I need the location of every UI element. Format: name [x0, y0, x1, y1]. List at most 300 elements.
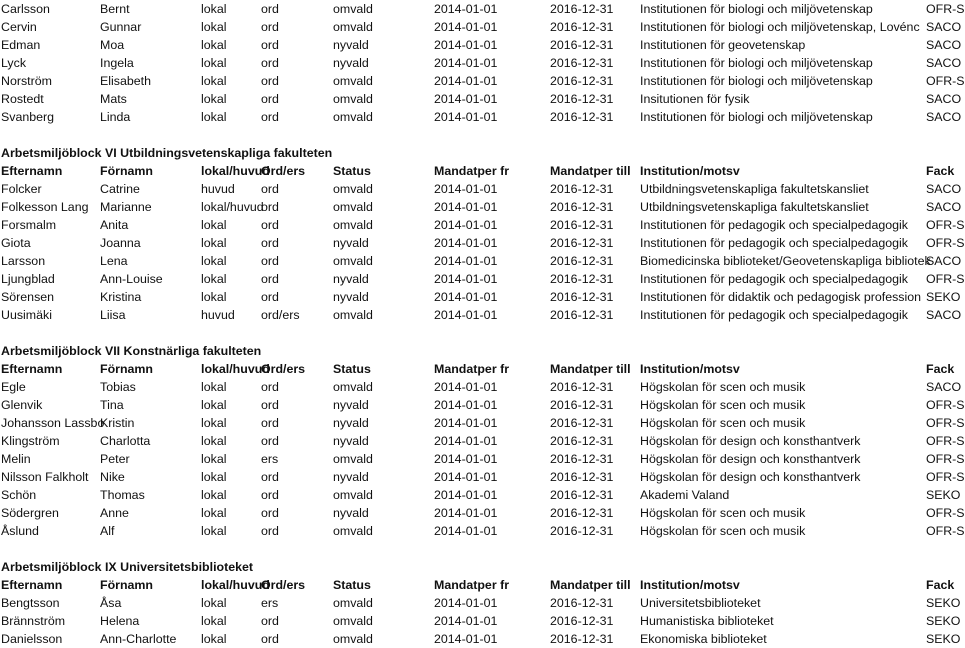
table-cell: ord — [261, 38, 279, 52]
table-cell: 2014-01-01 — [434, 416, 498, 430]
table-cell: Institutionen för biologi och miljövetenskap, Lovénc — [640, 20, 920, 34]
column-header: Status — [333, 164, 371, 178]
table-cell: Joanna — [100, 236, 141, 250]
table-cell: lokal — [201, 452, 227, 466]
table-cell: 2014-01-01 — [434, 254, 498, 268]
table-cell: nyvald — [333, 434, 369, 448]
table-cell: Biomedicinska biblioteket/Geovetenskapliga bibliotek — [640, 254, 931, 268]
table-cell: Norström — [1, 74, 52, 88]
column-header: Förnamn — [100, 362, 154, 376]
table-cell: OFR-S — [926, 506, 965, 520]
table-cell: 2014-01-01 — [434, 632, 498, 646]
table-cell: omvald — [333, 92, 373, 106]
table-cell: Universitetsbiblioteket — [640, 596, 761, 610]
table-cell: 2014-01-01 — [434, 488, 498, 502]
table-row — [0, 54, 960, 72]
table-cell: omvald — [333, 254, 373, 268]
table-cell: nyvald — [333, 416, 369, 430]
table-cell: nyvald — [333, 272, 369, 286]
table-cell: ord — [261, 506, 279, 520]
table-cell: SACO — [926, 110, 962, 124]
table-cell: omvald — [333, 74, 373, 88]
table-row — [0, 612, 960, 630]
column-header: Efternamn — [1, 578, 63, 592]
table-cell: nyvald — [333, 236, 369, 250]
column-header: Mandatper till — [550, 362, 631, 376]
table-cell: 2014-01-01 — [434, 38, 498, 52]
table-cell: ord — [261, 290, 279, 304]
table-cell: huvud — [201, 182, 235, 196]
column-header-row — [0, 576, 960, 594]
table-cell: Akademi Valand — [640, 488, 730, 502]
table-cell: Larsson — [1, 254, 46, 268]
table-cell: lokal — [201, 524, 227, 538]
table-cell: 2014-01-01 — [434, 398, 498, 412]
table-cell: ord — [261, 56, 279, 70]
table-cell: ord — [261, 74, 279, 88]
table-cell: Högskolan för scen och musik — [640, 398, 806, 412]
table-cell: Rostedt — [1, 92, 44, 106]
table-cell: Ljungblad — [1, 272, 55, 286]
column-header: Mandatper fr — [434, 578, 510, 592]
column-header: Institution/motsv — [640, 362, 740, 376]
table-cell: 2016-12-31 — [550, 218, 614, 232]
table-row — [0, 288, 960, 306]
table-row — [0, 504, 965, 522]
blank-row — [0, 126, 960, 144]
table-cell: 2016-12-31 — [550, 254, 614, 268]
table-row — [0, 108, 960, 126]
table-cell: Alf — [100, 524, 115, 538]
table-cell: Glenvik — [1, 398, 43, 412]
table-cell: SACO — [926, 56, 962, 70]
table-cell: lokal — [201, 56, 227, 70]
table-cell: SACO — [926, 254, 962, 268]
table-cell: ers — [261, 452, 279, 466]
table-cell: Institutionen för biologi och miljövetenskap — [640, 56, 873, 70]
table-cell: 2016-12-31 — [550, 38, 614, 52]
table-cell: omvald — [333, 2, 373, 16]
table-cell: Helena — [100, 614, 140, 628]
column-header: Status — [333, 578, 371, 592]
table-cell: lokal — [201, 506, 227, 520]
table-cell: 2016-12-31 — [550, 524, 614, 538]
table-cell: Bengtsson — [1, 596, 60, 610]
table-cell: SACO — [926, 20, 962, 34]
blank-row — [0, 540, 960, 558]
table-row — [0, 72, 965, 90]
table-cell: lokal — [201, 272, 227, 286]
table-cell: OFR-S — [926, 524, 965, 538]
table-cell: omvald — [333, 200, 373, 214]
table-cell: 2016-12-31 — [550, 290, 614, 304]
table-row — [0, 522, 965, 540]
table-cell: lokal — [201, 398, 227, 412]
table-cell: omvald — [333, 452, 373, 466]
table-cell: ord — [261, 182, 279, 196]
table-cell: 2014-01-01 — [434, 272, 498, 286]
table-row — [0, 198, 960, 216]
table-cell: Tobias — [100, 380, 136, 394]
table-row — [0, 450, 965, 468]
table-cell: Cervin — [1, 20, 37, 34]
table-cell: 2016-12-31 — [550, 92, 614, 106]
column-header: Institution/motsv — [640, 164, 740, 178]
table-cell: ord — [261, 272, 279, 286]
table-cell: lokal — [201, 92, 227, 106]
section-title-row — [0, 144, 960, 162]
table-cell: lokal — [201, 416, 227, 430]
table-cell: SACO — [926, 92, 962, 106]
table-cell: SACO — [926, 200, 962, 214]
table-cell: Institutionen för biologi och miljövetenskap — [640, 110, 873, 124]
table-cell: Danielsson — [1, 632, 63, 646]
table-cell: omvald — [333, 20, 373, 34]
table-cell: Johansson Lassbo — [1, 416, 105, 430]
table-cell: Sörensen — [1, 290, 55, 304]
table-row — [0, 468, 965, 486]
table-cell: Institutionen för pedagogik och specialpedagogik — [640, 308, 908, 322]
table-cell: Gunnar — [100, 20, 142, 34]
table-cell: omvald — [333, 524, 373, 538]
table-cell: 2016-12-31 — [550, 56, 614, 70]
table-cell: lokal — [201, 596, 227, 610]
column-header: Institution/motsv — [640, 578, 740, 592]
table-cell: lokal — [201, 218, 227, 232]
table-row — [0, 432, 965, 450]
table-row — [0, 90, 960, 108]
table-cell: lokal — [201, 38, 227, 52]
table-cell: Institutionen för biologi och miljövetenskap — [640, 74, 873, 88]
table-cell: Linda — [100, 110, 131, 124]
table-cell: ord — [261, 110, 279, 124]
table-cell: Giota — [1, 236, 31, 250]
table-cell: nyvald — [333, 506, 369, 520]
table-cell: omvald — [333, 614, 373, 628]
table-cell: Nike — [100, 470, 125, 484]
column-header: Efternamn — [1, 362, 63, 376]
table-cell: 2016-12-31 — [550, 506, 614, 520]
table-cell: OFR-S — [926, 236, 965, 250]
table-cell: Thomas — [100, 488, 145, 502]
table-cell: 2014-01-01 — [434, 74, 498, 88]
table-cell: 2014-01-01 — [434, 470, 498, 484]
table-cell: Insitutionen för fysik — [640, 92, 750, 106]
table-cell: 2014-01-01 — [434, 218, 498, 232]
table-cell: 2014-01-01 — [434, 506, 498, 520]
table-cell: nyvald — [333, 56, 369, 70]
table-cell: 2016-12-31 — [550, 614, 614, 628]
table-cell: ord — [261, 20, 279, 34]
table-cell: ord — [261, 416, 279, 430]
table-cell: Institutionen för biologi och miljövetenskap — [640, 2, 873, 16]
table-cell: SACO — [926, 38, 962, 52]
table-row — [0, 630, 960, 648]
table-cell: Anne — [100, 506, 129, 520]
section-title: Arbetsmiljöblock VI Utbildningsvetenskapliga fakulteten — [1, 146, 333, 160]
table-cell: Klingström — [1, 434, 60, 448]
table-cell: Ekonomiska biblioteket — [640, 632, 767, 646]
table-cell: nyvald — [333, 38, 369, 52]
table-row — [0, 0, 965, 18]
table-cell: 2016-12-31 — [550, 236, 614, 250]
table-cell: Folcker — [1, 182, 42, 196]
table-cell: 2014-01-01 — [434, 200, 498, 214]
table-cell: 2014-01-01 — [434, 596, 498, 610]
table-cell: lokal — [201, 470, 227, 484]
table-cell: 2016-12-31 — [550, 632, 614, 646]
column-header: Efternamn — [1, 164, 63, 178]
table-cell: lokal/huvud — [201, 200, 264, 214]
table-cell: ord — [261, 488, 279, 502]
column-header-row — [0, 360, 960, 378]
table-row — [0, 234, 965, 252]
table-cell: Utbildningsvetenskapliga fakultetskansliet — [640, 182, 869, 196]
table-row — [0, 36, 960, 54]
column-header: lokal/huvud — [201, 578, 270, 592]
column-header: Fack — [926, 578, 955, 592]
table-cell: Högskolan för design och konsthantverk — [640, 452, 861, 466]
table-cell: OFR-S — [926, 434, 965, 448]
column-header: Ord/ers — [261, 164, 306, 178]
table-cell: nyvald — [333, 290, 369, 304]
column-header: Ord/ers — [261, 578, 306, 592]
table-cell: ord — [261, 632, 279, 646]
table-cell: huvud — [201, 308, 235, 322]
table-cell: SEKO — [926, 614, 961, 628]
table-cell: SEKO — [926, 488, 961, 502]
table-cell: 2014-01-01 — [434, 182, 498, 196]
column-header: Ord/ers — [261, 362, 306, 376]
table-cell: 2016-12-31 — [550, 398, 614, 412]
table-row — [0, 306, 960, 324]
table-cell: 2014-01-01 — [434, 2, 498, 16]
table-cell: Högskolan för scen och musik — [640, 416, 806, 430]
table-cell: ord — [261, 2, 279, 16]
table-cell: ord/ers — [261, 308, 300, 322]
table-cell: OFR-S — [926, 416, 965, 430]
table-cell: Högskolan för scen och musik — [640, 524, 806, 538]
table-cell: lokal — [201, 110, 227, 124]
table-cell: omvald — [333, 182, 373, 196]
table-cell: OFR-S — [926, 218, 965, 232]
table-cell: Högskolan för design och konsthantverk — [640, 470, 861, 484]
table-row — [0, 378, 960, 396]
table-cell: 2016-12-31 — [550, 74, 614, 88]
table-cell: 2014-01-01 — [434, 524, 498, 538]
table-cell: Marianne — [100, 200, 152, 214]
table-cell: lokal — [201, 236, 227, 250]
table-cell: Ann-Charlotte — [100, 632, 177, 646]
table-cell: Catrine — [100, 182, 140, 196]
table-cell: SEKO — [926, 290, 961, 304]
table-cell: OFR-S — [926, 272, 965, 286]
table-cell: Forsmalm — [1, 218, 57, 232]
column-header: Status — [333, 362, 371, 376]
table-cell: 2014-01-01 — [434, 380, 498, 394]
table-cell: Bernt — [100, 2, 130, 16]
table-cell: 2014-01-01 — [434, 434, 498, 448]
table-cell: OFR-S — [926, 452, 965, 466]
table-cell: Brännström — [1, 614, 66, 628]
table-cell: lokal — [201, 488, 227, 502]
table-cell: Ann-Louise — [100, 272, 163, 286]
table-cell: Institutionen för didaktik och pedagogisk profession — [640, 290, 922, 304]
table-cell: Svanberg — [1, 110, 55, 124]
table-cell: lokal — [201, 380, 227, 394]
table-cell: lokal — [201, 614, 227, 628]
table-cell: 2016-12-31 — [550, 272, 614, 286]
table-cell: omvald — [333, 380, 373, 394]
table-row — [0, 396, 965, 414]
table-cell: nyvald — [333, 470, 369, 484]
table-cell: Anita — [100, 218, 129, 232]
table-cell: 2016-12-31 — [550, 380, 614, 394]
table-cell: 2016-12-31 — [550, 488, 614, 502]
blank-row — [0, 324, 960, 342]
table-cell: 2016-12-31 — [550, 20, 614, 34]
table-cell: 2016-12-31 — [550, 2, 614, 16]
table-cell: Åslund — [1, 524, 39, 538]
table-cell: 2014-01-01 — [434, 290, 498, 304]
table-cell: nyvald — [333, 398, 369, 412]
column-header: Fack — [926, 164, 955, 178]
table-cell: Södergren — [1, 506, 59, 520]
table-cell: Carlsson — [1, 2, 50, 16]
table-cell: Schön — [1, 488, 37, 502]
table-cell: 2016-12-31 — [550, 596, 614, 610]
table-cell: 2016-12-31 — [550, 452, 614, 466]
table-cell: Högskolan för scen och musik — [640, 380, 806, 394]
table-cell: Edman — [1, 38, 41, 52]
table-cell: ord — [261, 470, 279, 484]
table-cell: Lena — [100, 254, 128, 268]
table-cell: ord — [261, 524, 279, 538]
table-cell: 2014-01-01 — [434, 56, 498, 70]
column-header: Förnamn — [100, 578, 154, 592]
table-row — [0, 486, 960, 504]
table-cell: Ingela — [100, 56, 134, 70]
table-cell: omvald — [333, 632, 373, 646]
section-title-row — [0, 558, 960, 576]
table-cell: OFR-S — [926, 470, 965, 484]
table-cell: 2016-12-31 — [550, 182, 614, 196]
table-cell: Uusimäki — [1, 308, 52, 322]
table-cell: 2014-01-01 — [434, 92, 498, 106]
column-header: Mandatper fr — [434, 362, 510, 376]
table-cell: Folkesson Lang — [1, 200, 89, 214]
table-cell: 2014-01-01 — [434, 614, 498, 628]
column-header: Fack — [926, 362, 955, 376]
section-title-row — [0, 342, 960, 360]
table-cell: Högskolan för scen och musik — [640, 506, 806, 520]
table-cell: omvald — [333, 596, 373, 610]
table-row — [0, 594, 960, 612]
table-cell: lokal — [201, 254, 227, 268]
section-title: Arbetsmiljöblock IX Universitetsbiblioteket — [1, 560, 254, 574]
table-row — [0, 270, 965, 288]
table-cell: 2014-01-01 — [434, 452, 498, 466]
table-cell: ord — [261, 434, 279, 448]
table-row — [0, 180, 960, 198]
table-cell: ord — [261, 200, 279, 214]
table-cell: ord — [261, 614, 279, 628]
table-cell: Kristin — [100, 416, 135, 430]
table-cell: OFR-S — [926, 2, 965, 16]
table-cell: lokal — [201, 20, 227, 34]
table-cell: ers — [261, 596, 279, 610]
table-cell: ord — [261, 398, 279, 412]
table-cell: Elisabeth — [100, 74, 151, 88]
table-cell: lokal — [201, 290, 227, 304]
column-header: Mandatper fr — [434, 164, 510, 178]
table-cell: lokal — [201, 2, 227, 16]
table-cell: 2016-12-31 — [550, 470, 614, 484]
table-cell: ord — [261, 236, 279, 250]
table-cell: Institutionen för geovetenskap — [640, 38, 806, 52]
table-cell: OFR-S — [926, 398, 965, 412]
table-cell: ord — [261, 92, 279, 106]
table-cell: SACO — [926, 308, 962, 322]
column-header-row — [0, 162, 960, 180]
table-row — [0, 252, 960, 270]
table-cell: Utbildningsvetenskapliga fakultetskansliet — [640, 200, 869, 214]
table-cell: ord — [261, 254, 279, 268]
table-row — [0, 18, 960, 36]
table-cell: Moa — [100, 38, 125, 52]
table-cell: 2016-12-31 — [550, 110, 614, 124]
table-cell: lokal — [201, 74, 227, 88]
section-title: Arbetsmiljöblock VII Konstnärliga fakulteten — [1, 344, 262, 358]
table-cell: 2014-01-01 — [434, 308, 498, 322]
table-cell: ord — [261, 380, 279, 394]
table-cell: Tina — [100, 398, 124, 412]
table-cell: ord — [261, 218, 279, 232]
table-cell: 2014-01-01 — [434, 110, 498, 124]
table-cell: lokal — [201, 434, 227, 448]
table-cell: 2016-12-31 — [550, 200, 614, 214]
table-row — [0, 216, 965, 234]
column-header: lokal/huvud — [201, 164, 270, 178]
table-cell: Humanistiska biblioteket — [640, 614, 774, 628]
column-header: Mandatper till — [550, 578, 631, 592]
table-cell: Lyck — [1, 56, 27, 70]
column-header: lokal/huvud — [201, 362, 270, 376]
table-cell: Mats — [100, 92, 127, 106]
column-header: Förnamn — [100, 164, 154, 178]
table-cell: omvald — [333, 110, 373, 124]
table-cell: Kristina — [100, 290, 142, 304]
table-cell: Charlotta — [100, 434, 151, 448]
table-cell: lokal — [201, 632, 227, 646]
table-cell: Högskolan för design och konsthantverk — [640, 434, 861, 448]
table-cell: Nilsson Falkholt — [1, 470, 89, 484]
table-cell: 2014-01-01 — [434, 236, 498, 250]
table-cell: Institutionen för pedagogik och specialpedagogik — [640, 218, 908, 232]
table-cell: 2016-12-31 — [550, 434, 614, 448]
table-cell: Institutionen för pedagogik och specialpedagogik — [640, 272, 908, 286]
table-cell: omvald — [333, 488, 373, 502]
table-cell: omvald — [333, 218, 373, 232]
table-cell: Peter — [100, 452, 130, 466]
table-cell: omvald — [333, 308, 373, 322]
column-header: Mandatper till — [550, 164, 631, 178]
table-cell: 2016-12-31 — [550, 416, 614, 430]
table-cell: Egle — [1, 380, 26, 394]
table-cell: Institutionen för pedagogik och specialpedagogik — [640, 236, 908, 250]
table-cell: Liisa — [100, 308, 126, 322]
table-cell: OFR-S — [926, 74, 965, 88]
